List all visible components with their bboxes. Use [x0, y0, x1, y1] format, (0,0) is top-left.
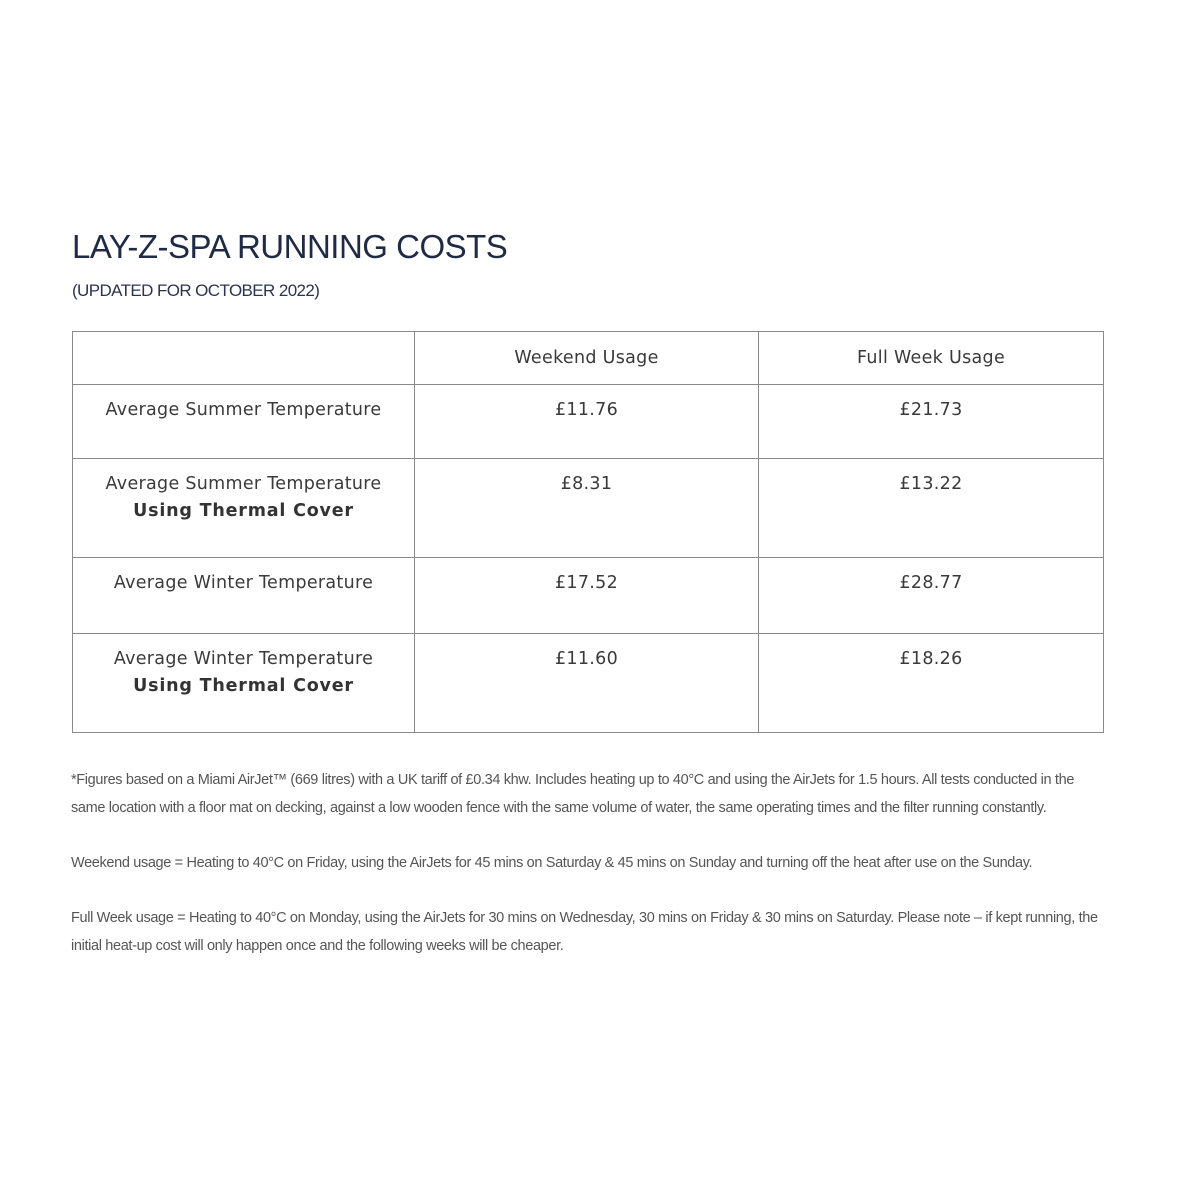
- table-row: [73, 634, 1104, 733]
- table-row: [73, 558, 1104, 634]
- footnote-text: *Figures based on a Miami AirJet™ (669 litres) with a UK tariff of £0.34 khw. Includes heating up to 40°C and using the AirJets for 1.5 hours. All tests conducted in the same location with a floor mat on decking, against a low wooden fence with the same volume of water, the same operating times and the filter running constantly.: [71, 772, 1075, 816]
- weekend-cost-cell: £11.60: [415, 634, 759, 733]
- weekend-cost-cell: £11.76: [415, 385, 759, 459]
- row-label: Average Winter Temperature: [113, 649, 374, 669]
- header-cell-weekend-usage: Weekend Usage: [415, 332, 759, 385]
- weekend-cost-cell: £8.31: [415, 459, 759, 558]
- running-costs-table: [72, 331, 1104, 733]
- full-week-cost-cell: £21.73: [759, 385, 1104, 459]
- weekend-usage-definition: Weekend usage = Heating to 40°C on Friday, using the AirJets for 45 mins on Saturday & 45 mins on Sunday and turning off the heat after use on the Sunday.: [71, 855, 1033, 871]
- row-label-bold: Using Thermal Cover: [133, 501, 354, 521]
- page-subtitle: (UPDATED FOR OCTOBER 2022): [72, 281, 320, 300]
- row-label-cell: [73, 459, 415, 558]
- table-header-row: [73, 332, 1104, 385]
- page-title: LAY-Z-SPA RUNNING COSTS: [72, 228, 508, 265]
- row-label-bold: Using Thermal Cover: [133, 676, 354, 696]
- full-week-usage-definition: Full Week usage = Heating to 40°C on Monday, using the AirJets for 30 mins on Wednesday, 30 mins on Friday & 30 mins on Saturday. Please note – if kept running, the initial heat-up cost will only happen once and the following weeks will be cheaper.: [71, 910, 1098, 954]
- row-label: Average Winter Temperature: [113, 573, 374, 593]
- row-label-cell: [73, 558, 415, 634]
- full-week-cost-cell: £18.26: [759, 634, 1104, 733]
- row-label-cell: [73, 385, 415, 459]
- table-row: [73, 385, 1104, 459]
- header-cell-full-week-usage: Full Week Usage: [759, 332, 1104, 385]
- header-cell-empty: [73, 332, 415, 385]
- row-label-cell: [73, 634, 415, 733]
- row-label: Average Summer Temperature: [105, 400, 382, 420]
- table-row: [73, 459, 1104, 558]
- full-week-cost-cell: £13.22: [759, 459, 1104, 558]
- notes-section: [71, 766, 1101, 987]
- full-week-cost-cell: £28.77: [759, 558, 1104, 634]
- weekend-cost-cell: £17.52: [415, 558, 759, 634]
- row-label: Average Summer Temperature: [105, 474, 382, 494]
